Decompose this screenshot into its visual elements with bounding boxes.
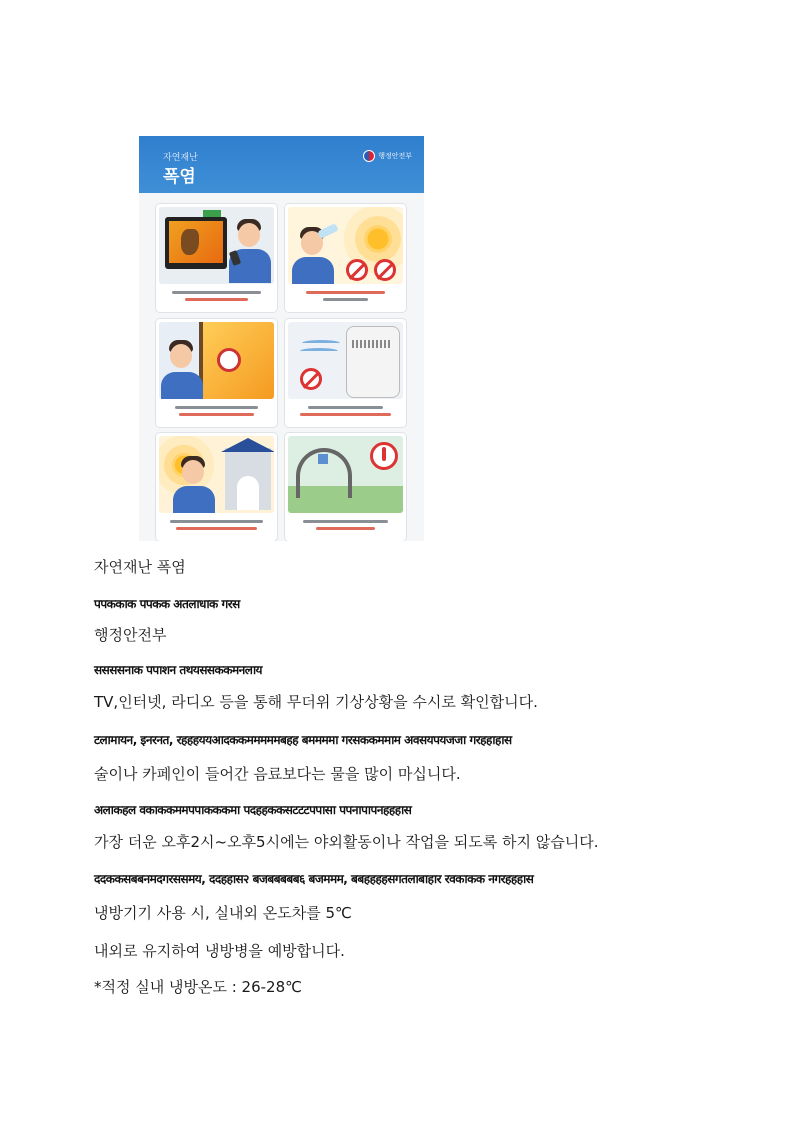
heatwave-poster: [139, 136, 424, 541]
panel-avoid-outdoor: [156, 319, 277, 427]
taeguk-emblem-icon: [363, 150, 375, 162]
instruction-ac-2: 내외로 유지하여 냉방병을 예방합니다.: [94, 942, 345, 960]
fan-icon: [288, 436, 403, 513]
panel-shade: [285, 433, 406, 541]
no-alcohol-icon: [346, 259, 368, 281]
panel-air-conditioner: [285, 319, 406, 427]
water-bottle-icon: [288, 207, 403, 284]
title-line: 자연재난 폭염: [94, 558, 186, 576]
panel-tv-check: [156, 204, 277, 312]
thermometer-icon: [288, 322, 403, 399]
hindi-title-line: पपककाक पपकक अतलाधाक गरस: [94, 597, 240, 611]
ministry-line: 행정안전부: [94, 626, 167, 644]
instruction-ac-1: 냉방기기 사용 시, 실내외 온도차를 5℃: [94, 904, 352, 922]
hindi-instruction-tv: टलामायन, इनरनत, रहहहययआदककमममममबहह बममममा गरसककममाम अवसयपयजजा गरहहाहास: [94, 733, 512, 747]
panel-drink-water: [285, 204, 406, 312]
shelter-icon: [159, 436, 274, 513]
ministry-logo-text: 행정안전부: [378, 152, 412, 160]
ministry-logo: [363, 150, 412, 162]
hindi-ministry-line: ससससनाक पपाशन तथयससककमनलाय: [94, 663, 263, 677]
instruction-water: 술이나 카페인이 들어간 음료보다는 물을 많이 마십니다.: [94, 765, 461, 783]
poster-title: 폭염: [163, 167, 196, 187]
instruction-ac-note: *적정 실내 냉방온도 : 26-28℃: [94, 978, 302, 996]
hindi-instruction-water: अलाकहल वकाककममपपाकककमा पदहहककसटटटपपासा पपनापापनहहहास: [94, 803, 412, 817]
poster-category: 자연재난: [163, 153, 198, 163]
hindi-instruction-outdoor: ददककसबबनमदगरससमय, ददहहास२ बजबबबबब६ बजममम, बबहहहहसगतलाबाहार रवकाकक नगरहहहास: [94, 872, 534, 886]
panel-shelter: [156, 433, 277, 541]
clock-icon: [159, 322, 274, 399]
no-coffee-icon: [374, 259, 396, 281]
instruction-outdoor: 가장 더운 오후2시~오후5시에는 야외활동이나 작업을 되도록 하지 않습니다.: [94, 833, 599, 851]
instruction-tv: TV,인터넷, 라디오 등을 통해 무더위 기상상황을 수시로 확인합니다.: [94, 693, 538, 711]
tv-weather-icon: [159, 207, 274, 284]
poster-header: [139, 136, 424, 193]
